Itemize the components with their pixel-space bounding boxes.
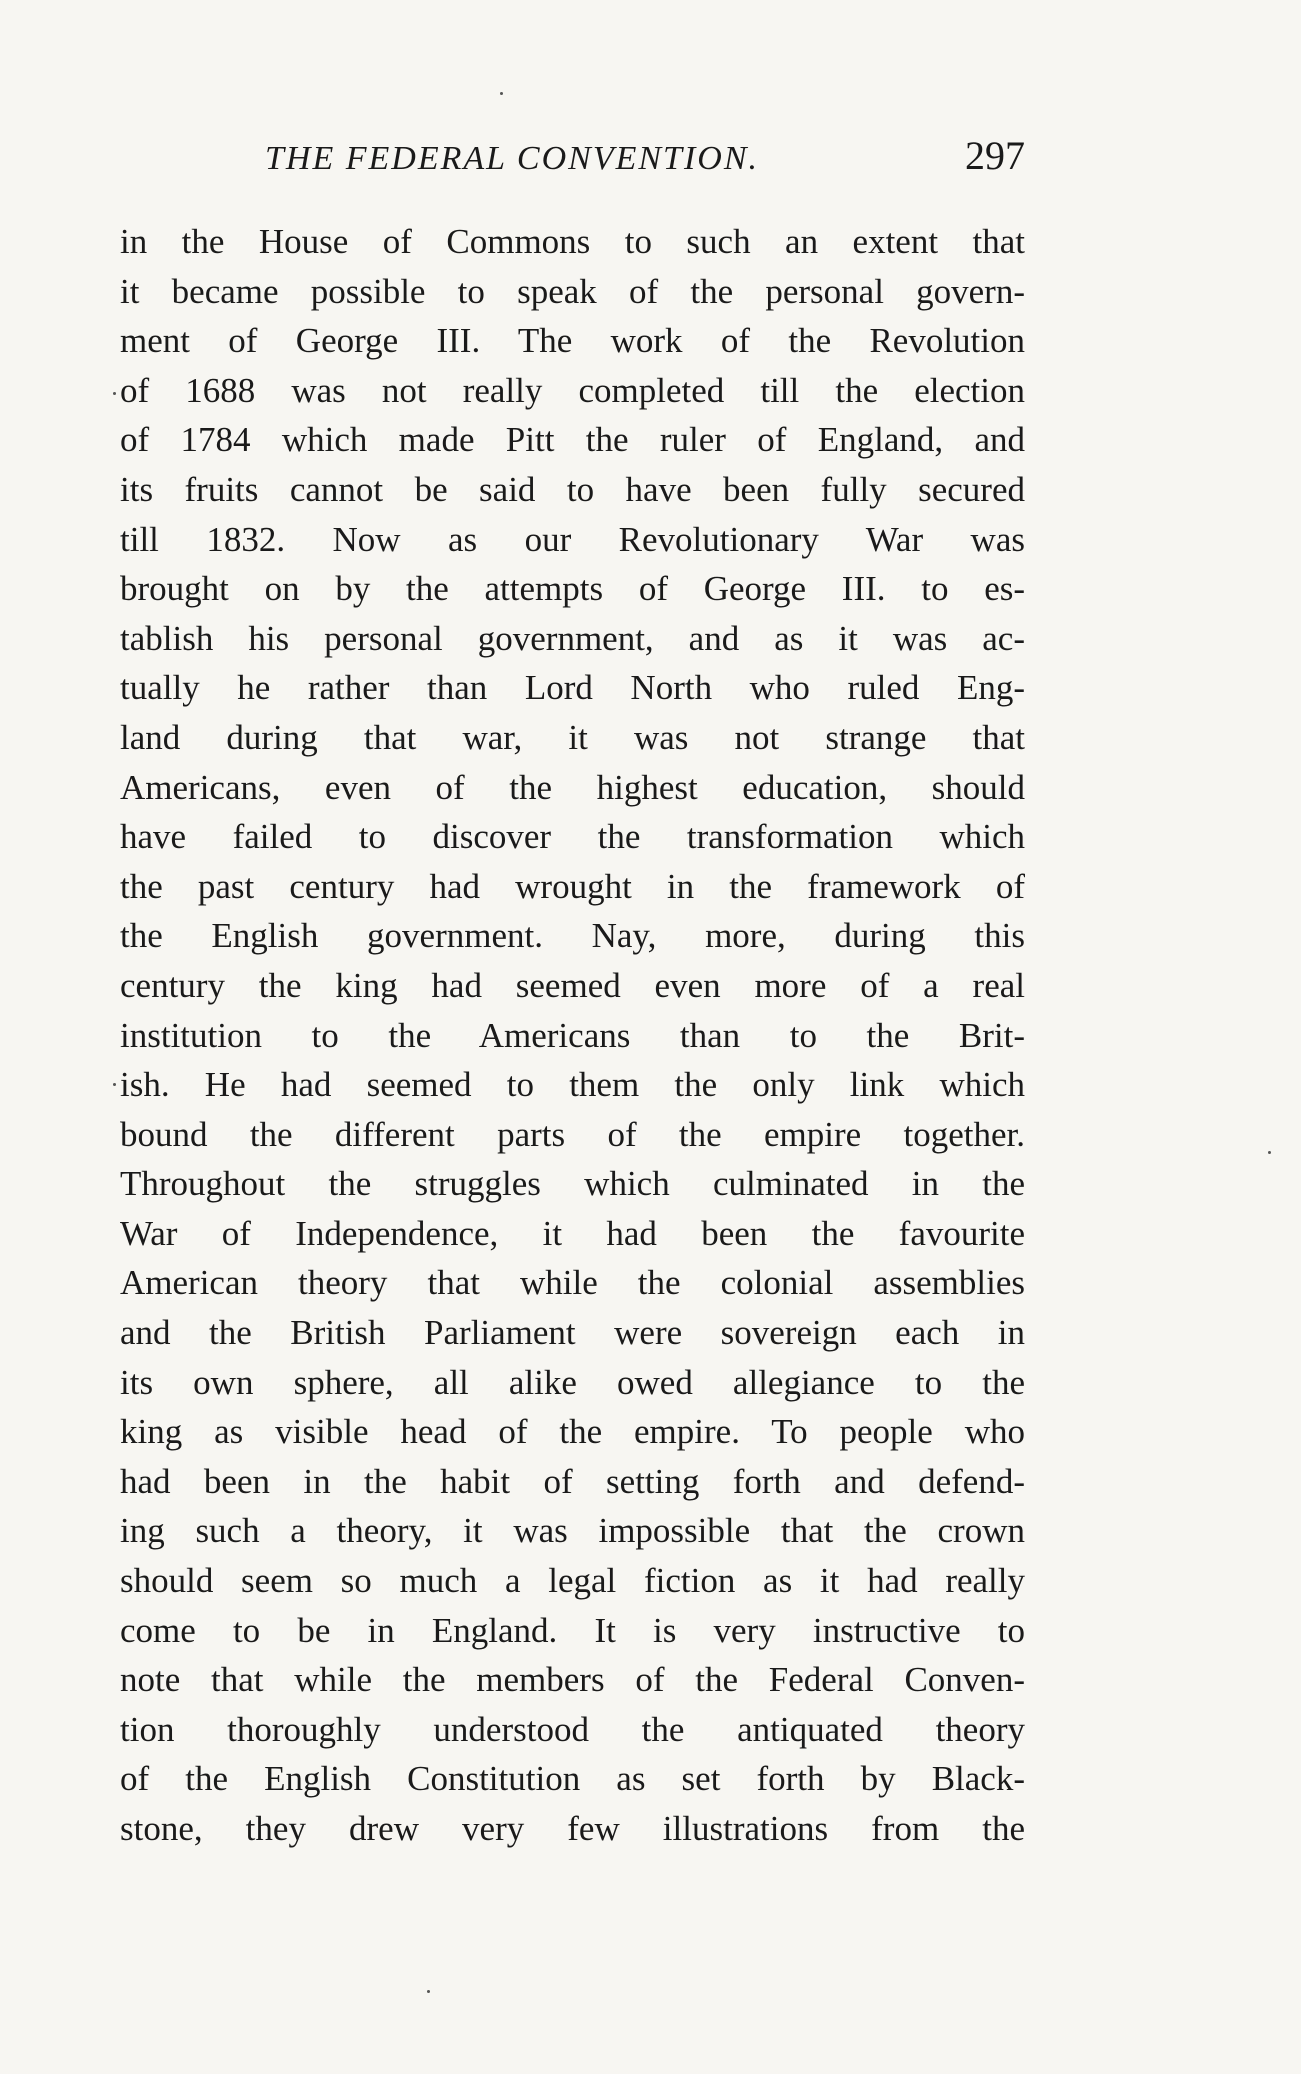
running-head bbox=[120, 132, 1025, 192]
text-line: note that while the members of the Federal Conven- bbox=[120, 1660, 1025, 1700]
stray-mark bbox=[1268, 1151, 1271, 1154]
text-line: tually he rather than Lord North who ruled Eng- bbox=[120, 668, 1025, 708]
text-line: ment of George III. The work of the Revolution bbox=[120, 321, 1025, 361]
text-line: the English government. Nay, more, during this bbox=[120, 916, 1025, 956]
text-line: its own sphere, all alike owed allegiance to the bbox=[120, 1362, 1025, 1402]
text-line: should seem so much a legal fiction as it had really bbox=[120, 1561, 1025, 1601]
text-line: its fruits cannot be said to have been fully secured bbox=[120, 469, 1025, 509]
text-line: tablish his personal government, and as it was ac- bbox=[120, 618, 1025, 658]
text-line: till 1832. Now as our Revolutionary War was bbox=[120, 519, 1025, 559]
text-line: of 1784 which made Pitt the ruler of England, and bbox=[120, 420, 1025, 460]
stray-mark bbox=[113, 1083, 116, 1086]
text-line: and the British Parliament were sovereign each in bbox=[120, 1313, 1025, 1353]
stray-mark bbox=[500, 92, 503, 95]
text-line: it became possible to speak of the personal govern- bbox=[120, 271, 1025, 311]
running-title: THE FEDERAL CONVENTION. bbox=[265, 140, 760, 177]
text-line: king as visible head of the empire. To people who bbox=[120, 1412, 1025, 1452]
text-line: have failed to discover the transformation which bbox=[120, 817, 1025, 857]
text-line: century the king had seemed even more of a real bbox=[120, 965, 1025, 1005]
text-line: Americans, even of the highest education, should bbox=[120, 767, 1025, 807]
text-line: come to be in England. It is very instructive to bbox=[120, 1610, 1025, 1650]
text-line: had been in the habit of setting forth and defend- bbox=[120, 1461, 1025, 1501]
stray-mark bbox=[427, 1990, 430, 1993]
text-line: the past century had wrought in the framework of bbox=[120, 866, 1025, 906]
text-line: stone, they drew very few illustrations from the bbox=[120, 1809, 1025, 1848]
text-line: brought on by the attempts of George III. to es- bbox=[120, 569, 1025, 609]
text-line: tion thoroughly understood the antiquated theory bbox=[120, 1709, 1025, 1749]
body-text bbox=[120, 217, 1025, 1854]
text-line: institution to the Americans than to the Brit- bbox=[120, 1015, 1025, 1055]
text-line: ish. He had seemed to them the only link which bbox=[120, 1065, 1025, 1105]
page-number: 297 bbox=[965, 133, 1025, 178]
text-line: American theory that while the colonial assemblies bbox=[120, 1263, 1025, 1303]
text-line: of the English Constitution as set forth by Black- bbox=[120, 1759, 1025, 1799]
text-line: of 1688 was not really completed till the election bbox=[120, 370, 1025, 410]
text-line: War of Independence, it had been the favourite bbox=[120, 1213, 1025, 1253]
text-line: bound the different parts of the empire together. bbox=[120, 1114, 1025, 1154]
text-line: ing such a theory, it was impossible that the crown bbox=[120, 1511, 1025, 1551]
text-line: in the House of Commons to such an extent that bbox=[120, 222, 1025, 261]
stray-mark bbox=[113, 392, 116, 395]
text-line: land during that war, it was not strange that bbox=[120, 717, 1025, 757]
text-line: Throughout the struggles which culminated in the bbox=[120, 1164, 1025, 1204]
